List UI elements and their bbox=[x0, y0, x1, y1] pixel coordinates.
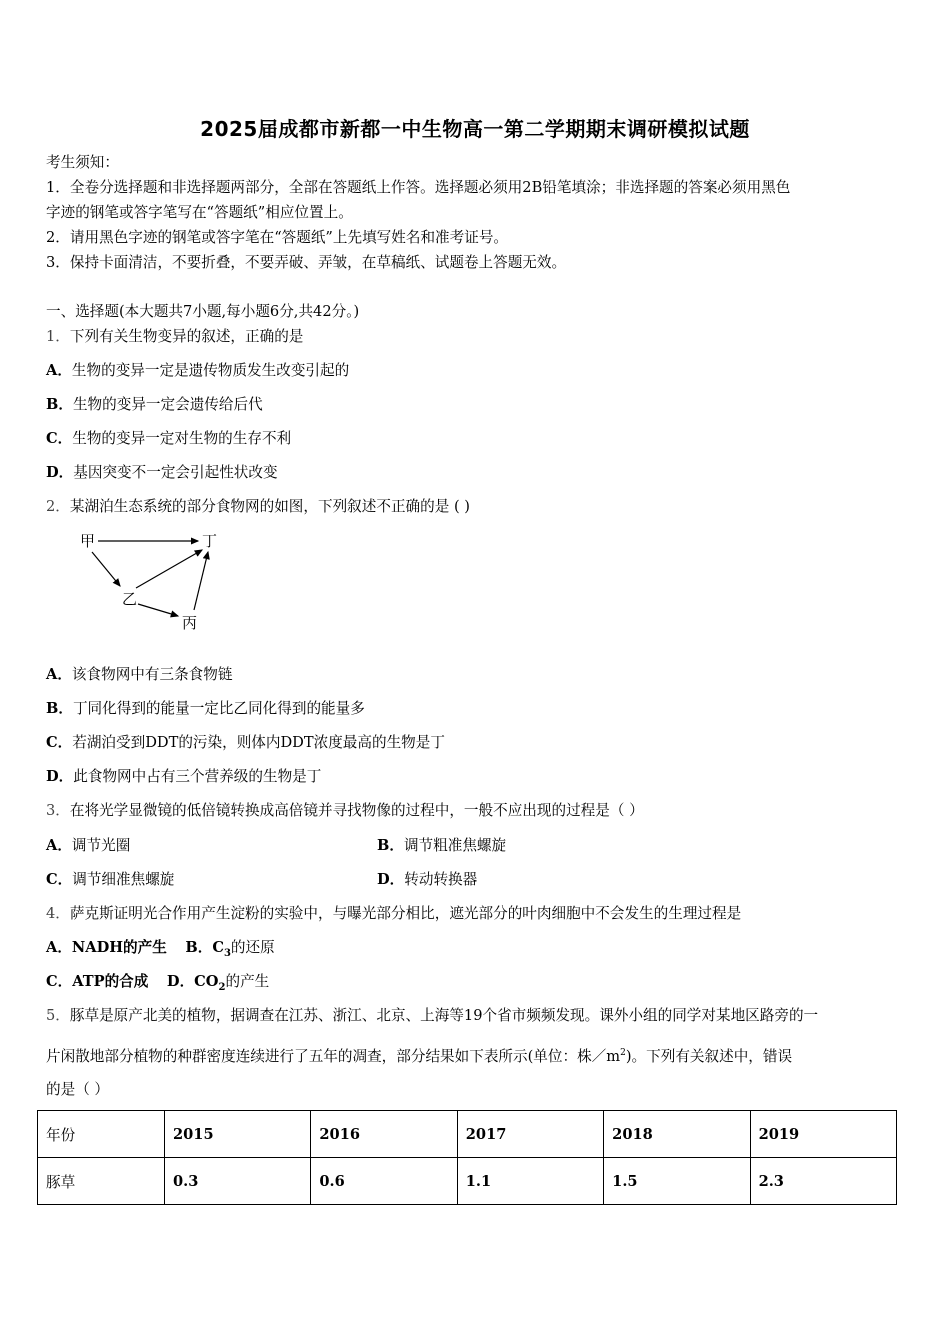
exam-title: 2025届成都市新都一中生物高一第二学期期末调研模拟试题 bbox=[200, 117, 750, 141]
arrow-jia-yi bbox=[92, 552, 120, 586]
table-cell: 1.5 bbox=[604, 1158, 750, 1205]
q3-number: 3． bbox=[46, 802, 70, 819]
q2-option-d bbox=[46, 767, 321, 787]
q1-number: 1． bbox=[46, 328, 70, 345]
option-text: 若湖泊受到DDT的污染，则体内DDT浓度最高的生物是丁 bbox=[72, 734, 445, 751]
option-label: C． bbox=[46, 871, 73, 888]
q2-text: 某湖泊生态系统的部分食物网的如图，下列叙述不正确的是 ( ) bbox=[69, 498, 470, 515]
table-cell: 2018 bbox=[604, 1111, 750, 1158]
q4-text: 萨克斯证明光合作用产生淀粉的实验中，与曝光部分相比，遮光部分的叶肉细胞中不会发生的生理过程是 bbox=[69, 905, 742, 922]
option-text: 该食物网中有三条食物链 bbox=[71, 666, 233, 683]
q1-option-c bbox=[46, 429, 291, 449]
option-label: A． bbox=[46, 939, 72, 956]
option-text: 生物的变异一定对生物的生存不利 bbox=[72, 430, 292, 447]
option-text: ATP的合成 bbox=[72, 973, 149, 990]
option-label: D． bbox=[166, 973, 195, 990]
arrow-yi-bing bbox=[138, 604, 178, 616]
table-cell: 2.3 bbox=[750, 1158, 896, 1205]
node-yi: 乙 bbox=[122, 590, 138, 608]
node-jia: 甲 bbox=[80, 532, 96, 550]
option-text: 此食物网中占有三个营养级的生物是丁 bbox=[73, 768, 322, 785]
q2-stem bbox=[46, 497, 470, 517]
section-heading: 一、选择题(本大题共7小题,每小题6分,共42分。) bbox=[46, 303, 360, 320]
table-cell: 0.3 bbox=[165, 1158, 311, 1205]
q3-option-d bbox=[377, 870, 477, 890]
q1-text: 下列有关生物变异的叙述，正确的是 bbox=[69, 328, 304, 345]
node-ding: 丁 bbox=[202, 532, 218, 550]
notice-heading: 考生须知： bbox=[46, 154, 119, 171]
option-label: C． bbox=[46, 973, 73, 990]
option-text-sub: 2 bbox=[218, 981, 226, 993]
q5-stem-line1 bbox=[46, 1006, 818, 1026]
q3-stem bbox=[46, 801, 644, 821]
notice-item-1a: 1．全卷分选择题和非选择题两部分，全部在答题纸上作答。选择题必须用2B铅笔填涂；非选择题的答案必须用黑色 bbox=[46, 179, 791, 196]
q2-option-b bbox=[46, 699, 365, 719]
option-label: B． bbox=[185, 939, 213, 956]
option-text-post: 的产生 bbox=[225, 973, 270, 990]
option-label: A． bbox=[46, 362, 72, 379]
option-label: A． bbox=[46, 837, 72, 854]
q4-stem bbox=[46, 904, 741, 924]
q2-number: 2． bbox=[46, 498, 70, 515]
q5-number: 5． bbox=[46, 1007, 70, 1024]
table-cell: 0.6 bbox=[311, 1158, 457, 1205]
q2-option-c bbox=[46, 733, 445, 753]
option-text: NADH的产生 bbox=[71, 939, 167, 956]
option-text: 生物的变异一定是遗传物质发生改变引起的 bbox=[71, 362, 350, 379]
option-label: B． bbox=[377, 837, 404, 854]
option-text-pre: C bbox=[212, 939, 224, 956]
option-label: D． bbox=[46, 464, 74, 481]
notice-item-3: 3．保持卡面清洁，不要折叠，不要弄破、弄皱，在草稿纸、试题卷上答题无效。 bbox=[46, 254, 567, 271]
table-cell: 1.1 bbox=[457, 1158, 603, 1205]
option-label: D． bbox=[46, 768, 74, 785]
option-label: C． bbox=[46, 430, 73, 447]
arrow-bing-ding bbox=[194, 552, 208, 610]
option-label: B． bbox=[46, 700, 73, 717]
q4-number: 4． bbox=[46, 905, 70, 922]
food-web-diagram bbox=[70, 528, 230, 638]
q5-text-2-sup: 2 bbox=[620, 1048, 626, 1058]
q5-stem-line3: 的是（ ） bbox=[46, 1081, 110, 1098]
q5-text-2a: 片闲散地部分植物的种群密度连续进行了五年的凋查，部分结果如下表所示(单位：株／m bbox=[46, 1047, 621, 1065]
q5-data-table bbox=[37, 1110, 897, 1205]
q5-text-1: 豚草是原产北美的植物，据调查在江苏、浙江、北京、上海等19个省市频频发现。课外小组的同学对某地区路旁的一 bbox=[69, 1007, 819, 1024]
q4-options-cd bbox=[46, 972, 269, 998]
q1-option-a bbox=[46, 361, 349, 381]
option-label: C． bbox=[46, 734, 73, 751]
option-text-post: 的还原 bbox=[230, 939, 275, 956]
q4-options-ab bbox=[46, 938, 275, 964]
node-bing: 丙 bbox=[182, 614, 198, 632]
table-cell: 2016 bbox=[311, 1111, 457, 1158]
q3-option-b bbox=[377, 836, 506, 856]
q1-option-d bbox=[46, 463, 278, 483]
q5-text-2b: )。下列有关叙述中，错误 bbox=[625, 1047, 793, 1065]
q1-option-b bbox=[46, 395, 263, 415]
option-text: 调节光圈 bbox=[71, 837, 131, 854]
q3-option-c bbox=[46, 870, 174, 890]
table-cell: 2017 bbox=[457, 1111, 603, 1158]
table-cell: 年份 bbox=[38, 1111, 165, 1158]
q3-option-a bbox=[46, 836, 130, 856]
table-row bbox=[38, 1158, 897, 1205]
arrow-yi-ding bbox=[136, 550, 202, 588]
option-text: 生物的变异一定会遗传给后代 bbox=[72, 396, 263, 413]
option-label: A． bbox=[46, 666, 72, 683]
table-header-row bbox=[38, 1111, 897, 1158]
q2-option-a bbox=[46, 665, 232, 685]
option-text-sub: 3 bbox=[223, 947, 231, 959]
option-label: B． bbox=[46, 396, 73, 413]
q1-stem bbox=[46, 327, 303, 347]
notice-item-1b: 字迹的钢笔或答字笔写在“答题纸”相应位置上。 bbox=[46, 204, 353, 221]
option-text: 丁同化得到的能量一定比乙同化得到的能量多 bbox=[72, 700, 365, 717]
option-label: D． bbox=[377, 871, 405, 888]
option-text: 调节粗准焦螺旋 bbox=[403, 837, 507, 854]
option-text: 转动转换器 bbox=[404, 871, 478, 888]
option-text: 调节细准焦螺旋 bbox=[72, 871, 175, 888]
table-cell: 2019 bbox=[750, 1111, 896, 1158]
table-cell: 豚草 bbox=[38, 1158, 165, 1205]
q3-text: 在将光学显微镜的低倍镜转换成高倍镜并寻找物像的过程中，一般不应出现的过程是（ ） bbox=[69, 802, 644, 819]
q5-stem-line2 bbox=[46, 1043, 792, 1067]
table-cell: 2015 bbox=[165, 1111, 311, 1158]
notice-item-2: 2．请用黑色字迹的钢笔或答字笔在“答题纸”上先填写姓名和准考证号。 bbox=[46, 229, 509, 246]
option-text: 基因突变不一定会引起性状改变 bbox=[73, 464, 278, 481]
option-text-pre: CO bbox=[194, 973, 219, 990]
